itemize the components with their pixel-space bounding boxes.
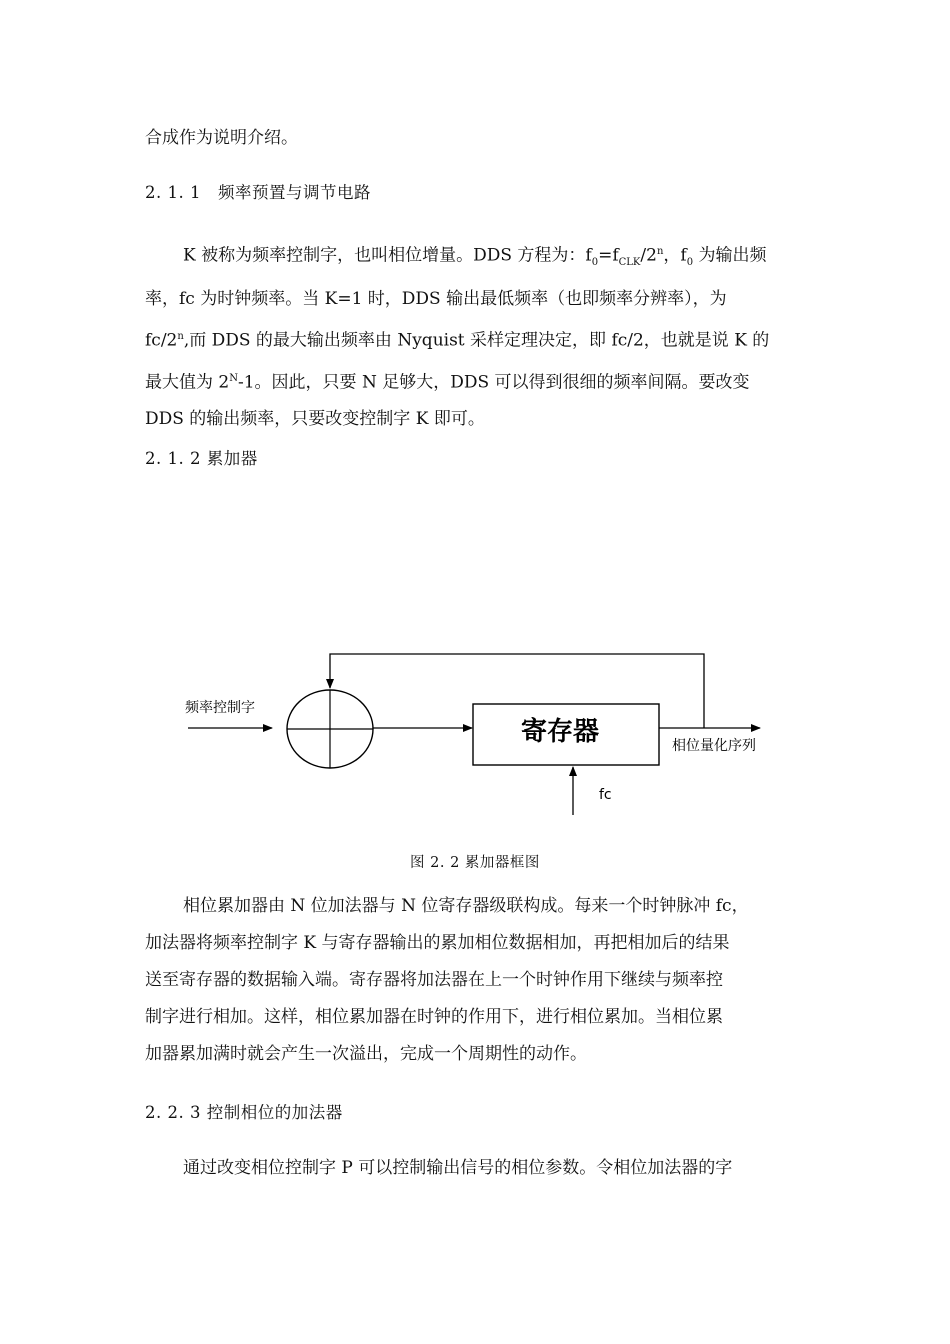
accumulator-diagram-svg — [150, 640, 790, 825]
register-label: 寄存器 — [520, 717, 600, 747]
paragraph-line: 通过改变相位控制字 P 可以控制输出信号的相位参数。令相位加法器的字 — [183, 1158, 733, 1178]
paragraph-line: 加器累加满时就会产生一次溢出，完成一个周期性的动作。 — [145, 1044, 587, 1064]
paragraph-line: 率，fc 为时钟频率。当 K=1 时，DDS 输出最低频率（也即频率分辨率），为 — [145, 289, 727, 310]
paragraph-line: 相位累加器由 N 位加法器与 N 位寄存器级联构成。每来一个时钟脉冲 fc， — [183, 896, 749, 916]
paragraph-accumulator — [145, 888, 807, 1073]
paragraph-line: 加法器将频率控制字 K 与寄存器输出的累加相位数据相加，再把相加后的结果 — [145, 933, 730, 953]
paragraph-line: K 被称为频率控制字，也叫相位增量。DDS 方程为：$f_0=f_{CLK}/2^n$，$f_0$ 为输出频 — [183, 245, 767, 269]
paragraph-line: 最大值为 $2^N-1$。因此，只要 N 足够大，DDS 可以得到很细的频率间隔。要改变 — [145, 372, 750, 393]
feedback-path — [330, 654, 704, 728]
paragraph-phase-adder — [145, 1150, 807, 1187]
accumulator-diagram — [150, 640, 790, 825]
input-label: 频率控制字 — [185, 700, 255, 716]
paragraph-frequency-control — [145, 233, 807, 438]
adder-symbol — [287, 690, 373, 768]
clock-label: fc — [599, 787, 612, 803]
section-heading-2-2-3: 2. 2. 3 控制相位的加法器 — [145, 1103, 343, 1122]
paragraph-line: DDS 的输出频率，只要改变控制字 K 即可。 — [145, 409, 485, 430]
paragraph-line: 制字进行相加。这样，相位累加器在时钟的作用下，进行相位累加。当相位累 — [145, 1007, 723, 1027]
figure-caption: 图 2. 2 累加器框图 — [410, 855, 540, 871]
paragraph-line: fc/2$^n$,而 DDS 的最大输出频率由 Nyquist 采样定理决定，即 fc/2，也就是说 K 的 — [145, 330, 770, 351]
intro-line: 合成作为说明介绍。 — [145, 128, 298, 148]
section-heading-2-1-2: 2. 1. 2 累加器 — [145, 449, 258, 468]
paragraph-line: 送至寄存器的数据输入端。寄存器将加法器在上一个时钟作用下继续与频率控 — [145, 970, 723, 990]
output-label: 相位量化序列 — [672, 738, 756, 754]
section-heading-2-1-1: 2. 1. 1 频率预置与调节电路 — [145, 183, 371, 202]
